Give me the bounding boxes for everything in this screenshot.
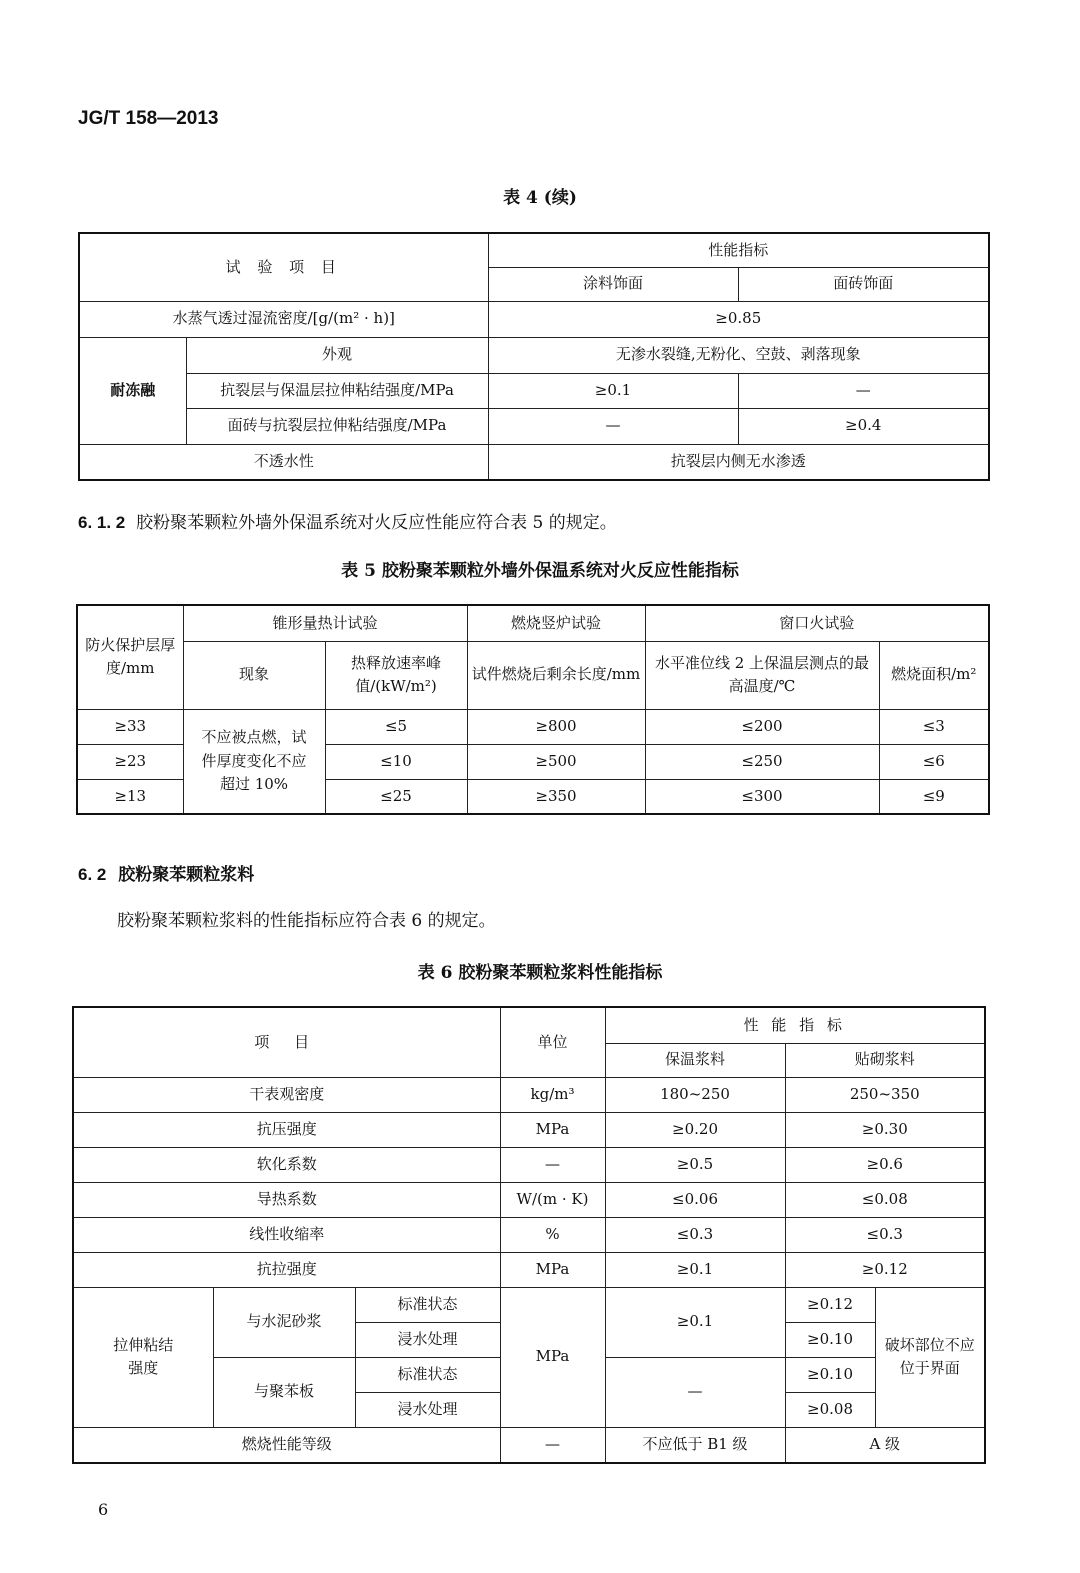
t5-head-burnarea: 燃烧面积/m²: [879, 641, 989, 709]
section-6-2-number: 6. 2: [78, 865, 107, 884]
section-6-2-heading: [78, 860, 254, 885]
t4-appearance-value: 无渗水裂缝,无粉化、空鼓、剥落现象: [488, 337, 989, 373]
t5-r3-area: ≤9: [879, 779, 989, 814]
t6-fire-label: 燃烧性能等级: [73, 1427, 500, 1463]
t4-tilebond-c1: —: [488, 408, 738, 444]
t6-tensile-label: 抗拉强度: [73, 1252, 500, 1287]
table6: [72, 1006, 986, 1464]
t4-vapor-label: 水蒸气透过湿流密度/[g/(m² · h)]: [79, 301, 488, 337]
t5-phenomenon: 不应被点燃，试件厚度变化不应超过 10%: [183, 709, 325, 814]
t6-fire-c2: A 级: [785, 1427, 985, 1463]
t5-head-phenomenon: 现象: [183, 641, 325, 709]
t4-appearance-label: 外观: [186, 337, 488, 373]
t5-r1-maxtemp: ≤200: [645, 709, 879, 744]
t5-r3-peak: ≤25: [325, 779, 467, 814]
t6-bond-c1-cement: ≥0.1: [605, 1287, 785, 1357]
page-number: 6: [98, 1500, 109, 1519]
t5-head-remaining: 试件燃烧后剩余长度/mm: [467, 641, 645, 709]
t6-bond-v3: ≥0.10: [785, 1357, 875, 1392]
t6-bond-unit: MPa: [500, 1287, 605, 1427]
t4-crackbond-c2: —: [738, 373, 989, 408]
t6-conductivity-c1: ≤0.06: [605, 1182, 785, 1217]
t6-density-c2: 250~350: [785, 1077, 985, 1112]
t6-conductivity-label: 导热系数: [73, 1182, 500, 1217]
para-6-1-2-text: 胶粉聚苯颗粒外墙外保温系统对火反应性能应符合表 5 的规定。: [136, 513, 617, 533]
t6-fire-unit: —: [500, 1427, 605, 1463]
section-6-2-title: 胶粉聚苯颗粒浆料: [118, 865, 255, 885]
para-6-1-2-number: 6. 1. 2: [78, 513, 126, 532]
t6-compressive-c1: ≥0.20: [605, 1112, 785, 1147]
t6-conductivity-c2: ≤0.08: [785, 1182, 985, 1217]
t5-head-window: 窗口火试验: [645, 605, 989, 641]
t6-tensile-unit: MPa: [500, 1252, 605, 1287]
t6-shrinkage-label: 线性收缩率: [73, 1217, 500, 1252]
para-6-2: 胶粉聚苯颗粒浆料的性能指标应符合表 6 的规定。: [117, 911, 496, 931]
t6-shrinkage-c1: ≤0.3: [605, 1217, 785, 1252]
t6-head-perf: 性 能 指 标: [605, 1007, 985, 1043]
t6-density-label: 干表观密度: [73, 1077, 500, 1112]
t6-compressive-label: 抗压强度: [73, 1112, 500, 1147]
t4-tilebond-c2: ≥0.4: [738, 408, 989, 444]
t6-compressive-unit: MPa: [500, 1112, 605, 1147]
t5-head-thickness: 防火保护层厚度/mm: [77, 605, 183, 709]
t6-tensile-c1: ≥0.1: [605, 1252, 785, 1287]
t4-impermeability-label: 不透水性: [79, 444, 488, 480]
t6-softening-c1: ≥0.5: [605, 1147, 785, 1182]
t6-bond-cement-soaked: 浸水处理: [355, 1322, 500, 1357]
t5-r2-peak: ≤10: [325, 744, 467, 779]
t6-fire-c1: 不应低于 B1 级: [605, 1427, 785, 1463]
t5-r1-remaining: ≥800: [467, 709, 645, 744]
t6-head-adhesive: 贴砌浆料: [785, 1043, 985, 1077]
t5-r1-peak: ≤5: [325, 709, 467, 744]
t6-conductivity-unit: W/(m · K): [500, 1182, 605, 1217]
t4-vapor-value: ≥0.85: [488, 301, 989, 337]
t6-bond-v4: ≥0.08: [785, 1392, 875, 1427]
t5-head-maxtemp: 水平准位线 2 上保温层测点的最高温度/℃: [645, 641, 879, 709]
t6-bond-v2: ≥0.10: [785, 1322, 875, 1357]
table5-caption: 表 5 胶粉聚苯颗粒外墙外保温系统对火反应性能指标: [341, 561, 739, 581]
t5-r3-maxtemp: ≤300: [645, 779, 879, 814]
t5-head-cone: 锥形量热计试验: [183, 605, 467, 641]
t5-r2-remaining: ≥500: [467, 744, 645, 779]
t4-head-item: 试 验 项 目: [79, 233, 488, 301]
t6-head-item: 项 目: [73, 1007, 500, 1077]
table4: [78, 232, 990, 481]
t6-tensile-c2: ≥0.12: [785, 1252, 985, 1287]
t6-softening-unit: —: [500, 1147, 605, 1182]
t6-density-c1: 180~250: [605, 1077, 785, 1112]
t4-head-perf: 性能指标: [488, 233, 989, 267]
t5-r1-thickness: ≥33: [77, 709, 183, 744]
t6-shrinkage-c2: ≤0.3: [785, 1217, 985, 1252]
t6-softening-c2: ≥0.6: [785, 1147, 985, 1182]
t6-shrinkage-unit: %: [500, 1217, 605, 1252]
t6-bond-cement: 与水泥砂浆: [213, 1287, 355, 1357]
t6-bond-eps: 与聚苯板: [213, 1357, 355, 1427]
table6-caption: 表 6 胶粉聚苯颗粒浆料性能指标: [417, 963, 663, 983]
t4-tilebond-label: 面砖与抗裂层拉伸粘结强度/MPa: [186, 408, 488, 444]
t6-bond-c1-eps: —: [605, 1357, 785, 1427]
t6-bond-eps-standard: 标准状态: [355, 1357, 500, 1392]
t4-impermeability-value: 抗裂层内侧无水渗透: [488, 444, 989, 480]
t4-freeze-group: 耐冻融: [79, 337, 186, 444]
t6-softening-label: 软化系数: [73, 1147, 500, 1182]
table4-caption: 表 4 (续): [503, 188, 577, 208]
t5-r1-area: ≤3: [879, 709, 989, 744]
t6-compressive-c2: ≥0.30: [785, 1112, 985, 1147]
t4-crackbond-label: 抗裂层与保温层拉伸粘结强度/MPa: [186, 373, 488, 408]
t5-r3-thickness: ≥13: [77, 779, 183, 814]
t6-bond-failure: 破坏部位不应位于界面: [875, 1287, 985, 1427]
t6-bond-v1: ≥0.12: [785, 1287, 875, 1322]
table5: [76, 604, 990, 815]
t5-head-furnace: 燃烧竖炉试验: [467, 605, 645, 641]
t6-bond-cement-standard: 标准状态: [355, 1287, 500, 1322]
t5-head-peak: 热释放速率峰值/(kW/m²): [325, 641, 467, 709]
t5-r2-maxtemp: ≤250: [645, 744, 879, 779]
t6-head-unit: 单位: [500, 1007, 605, 1077]
para-6-1-2: [78, 508, 617, 533]
t6-density-unit: kg/m³: [500, 1077, 605, 1112]
t6-bond-group: 拉伸粘结强度: [73, 1287, 213, 1427]
t4-crackbond-c1: ≥0.1: [488, 373, 738, 408]
t6-bond-eps-soaked: 浸水处理: [355, 1392, 500, 1427]
t4-head-tile: 面砖饰面: [738, 267, 989, 301]
t5-r2-thickness: ≥23: [77, 744, 183, 779]
standard-number: JG/T 158—2013: [78, 108, 219, 129]
t5-r2-area: ≤6: [879, 744, 989, 779]
t5-r3-remaining: ≥350: [467, 779, 645, 814]
t4-head-coating: 涂料饰面: [488, 267, 738, 301]
t6-head-insulation: 保温浆料: [605, 1043, 785, 1077]
